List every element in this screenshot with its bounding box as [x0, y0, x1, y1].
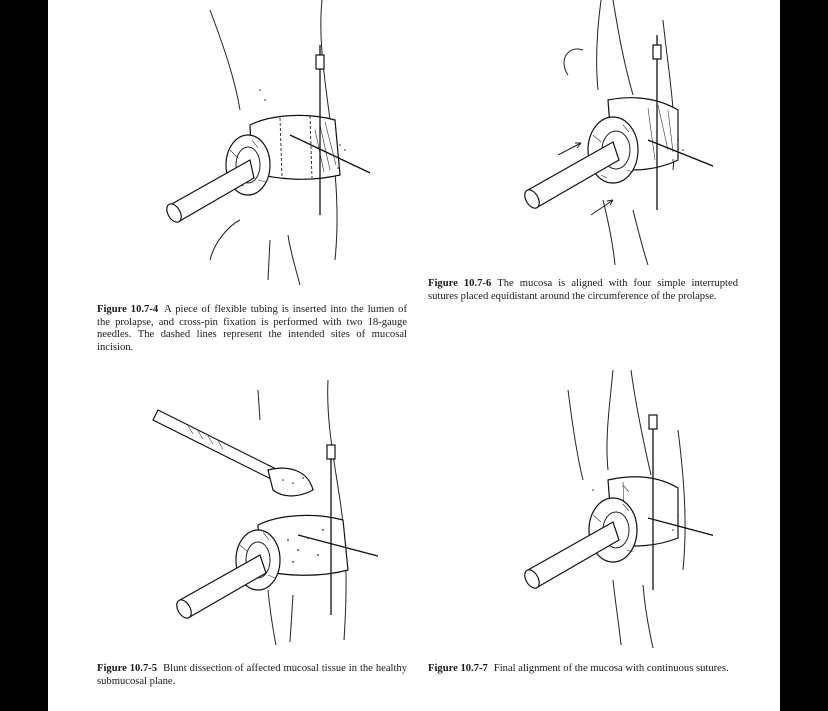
prolapse-tubing-drawing: [140, 0, 370, 300]
illustration-10-7-4: [140, 0, 370, 300]
illustration-10-7-6: [473, 0, 713, 270]
caption-text: Final alignment of the mucosa with continuous sutures.: [493, 663, 729, 674]
caption-text: The mucosa is aligned with four simple interrupted sutures placed equidistant around the circumference of the prolapse.: [428, 278, 739, 302]
figure-caption-10-7-6: [428, 278, 738, 303]
final-alignment-drawing: [473, 370, 713, 650]
blunt-dissection-drawing: [148, 380, 378, 650]
caption-text: A piece of flexible tubing is inserted into the lumen of the prolapse, and cross-pin fixation is performed with two 18-gauge needles. The dashed lines represent the intended sites of mucosal incision.: [97, 304, 408, 353]
figure-caption-10-7-4: [97, 304, 407, 354]
mucosa-sutures-drawing: [473, 0, 713, 270]
figure-caption-10-7-7: [428, 663, 738, 676]
illustration-10-7-5: [148, 380, 378, 650]
figure-label: Figure 10.7-4: [97, 304, 159, 315]
figure-caption-10-7-5: [97, 663, 407, 688]
figure-label: Figure 10.7-6: [428, 278, 492, 289]
caption-text: Blunt dissection of affected mucosal tissue in the healthy submucosal plane.: [97, 663, 407, 687]
figure-label: Figure 10.7-5: [97, 663, 158, 674]
illustration-10-7-7: [473, 370, 713, 650]
book-page: [48, 0, 780, 711]
figure-label: Figure 10.7-7: [428, 663, 488, 674]
